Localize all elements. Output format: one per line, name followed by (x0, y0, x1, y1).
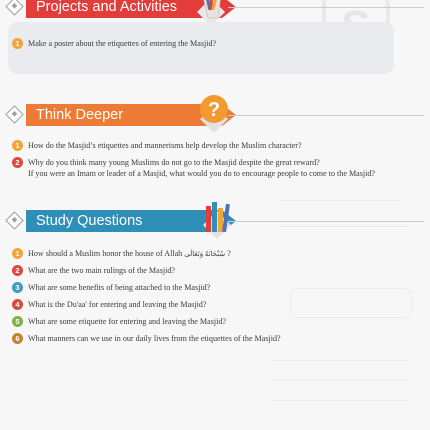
svg-text:?: ? (207, 99, 221, 121)
number-badge: 1 (12, 38, 23, 49)
number-badge: 4 (12, 299, 23, 310)
section-title: Study Questions (26, 210, 222, 232)
section-title: Projects and Activities (26, 0, 222, 18)
question-text: How do the Masjid’s etiquettes and mannerisms help develop the Muslim character? (28, 140, 302, 150)
background-line (270, 400, 410, 401)
number-badge: 1 (12, 140, 23, 151)
background-line (270, 380, 410, 381)
diamond-bullet-icon (5, 105, 23, 123)
question-text: What are some benefits of being attached to the Masjid? (28, 282, 211, 292)
question-text (28, 248, 231, 260)
background-line (280, 200, 400, 201)
diamond-bullet-icon (5, 211, 23, 229)
books-icon (200, 200, 234, 240)
diamond-bullet-icon (5, 0, 23, 16)
pencils-icon (194, 0, 228, 28)
question-mark-icon (196, 94, 230, 134)
background-line (270, 360, 410, 361)
background-line (280, 226, 410, 227)
number-badge: 5 (12, 316, 23, 327)
number-badge: 1 (12, 248, 23, 259)
header-rule (228, 221, 424, 222)
background-box (290, 288, 412, 318)
question-text: What is the Du'aa' for entering and leaving the Masjid? (28, 299, 207, 309)
question-text-main: How should a Muslim honor the house of Allah (28, 248, 183, 258)
question-text: Why do you think many young Muslims do not go to the Masjid despite the great reward? (28, 157, 320, 167)
header-rule (228, 115, 424, 116)
question-text: Make a poster about the etiquettes of entering the Masjid? (28, 38, 217, 48)
number-badge: 3 (12, 282, 23, 293)
question-text: What are some etiquette for entering and leaving the Masjid? (28, 316, 226, 326)
question-mark: ? (227, 248, 231, 258)
question-text: What are the two main rulings of the Masjid? (28, 265, 175, 275)
number-badge: 6 (12, 333, 23, 344)
header-rule (228, 7, 424, 8)
arabic-honorific: سُبْحَانَهُ وَتَعَالَى (184, 249, 226, 258)
number-badge: 2 (12, 157, 23, 168)
question-text: What manners can we use in our daily lives from the etiquettes of the Masjid? (28, 333, 281, 343)
section-title: Think Deeper (26, 104, 222, 126)
question-text-continued: If you were an Imam or leader of a Masjid, what would you do to encourage people to come to the Masjid? (28, 169, 376, 178)
number-badge: 2 (12, 265, 23, 276)
